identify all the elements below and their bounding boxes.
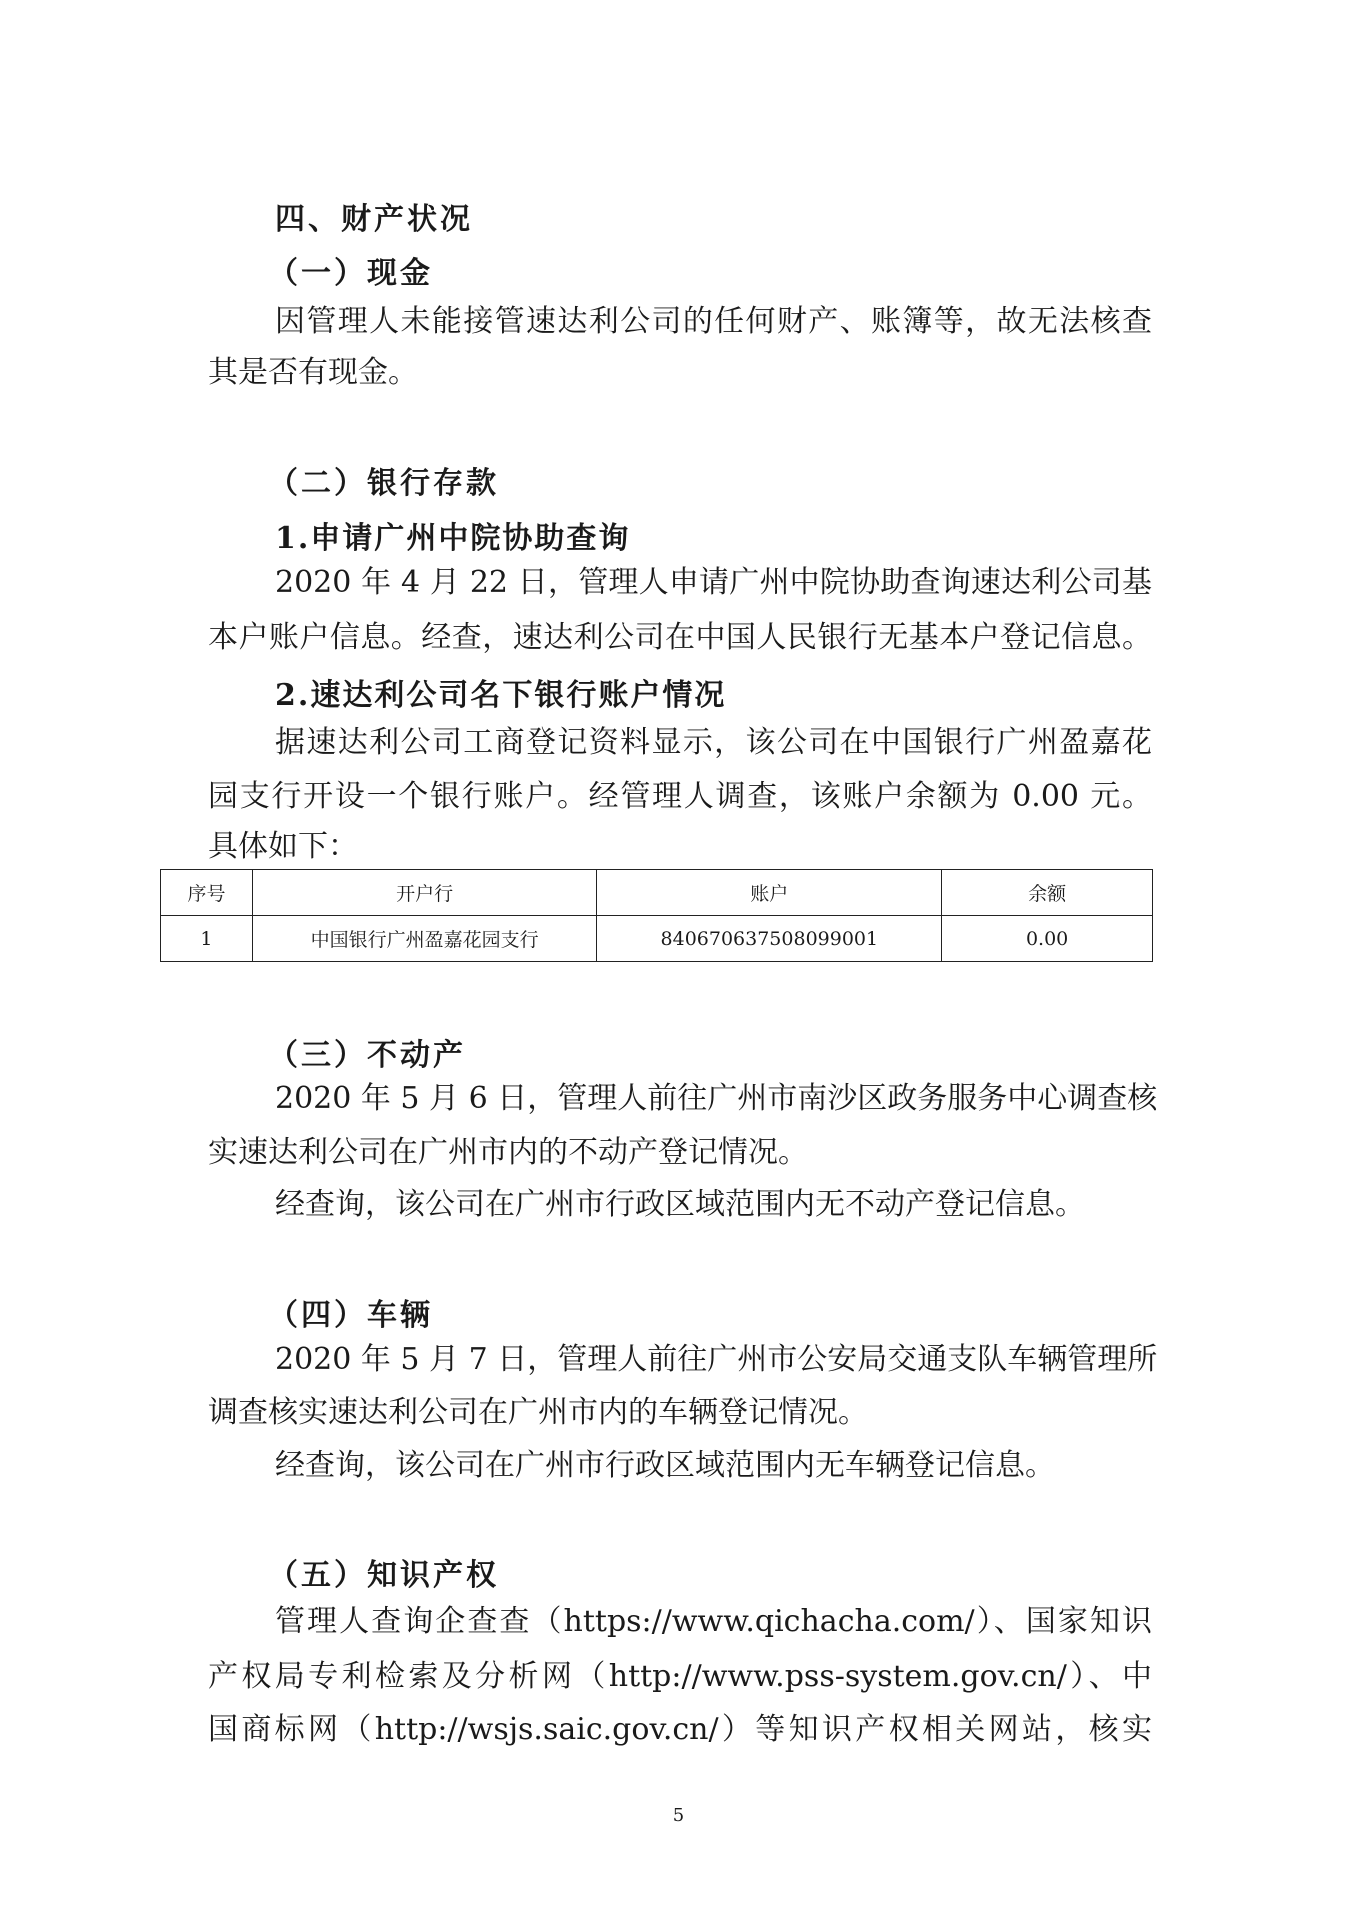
- table-header-cell: 余额: [942, 870, 1153, 916]
- table-header-cell: 开户行: [252, 870, 597, 916]
- page-number: 5: [672, 1805, 685, 1826]
- real-estate-paragraph-line: 2020 年 5 月 6 日，管理人前往广州市南沙区政务服务中心调查核: [275, 1081, 1158, 1116]
- ip-paragraph-line: 国商标网（http://wsjs.saic.gov.cn/）等知识产权相关网站，核实: [208, 1712, 1152, 1747]
- table-cell: 1: [161, 916, 253, 962]
- vehicles-heading: （四）车辆: [268, 1298, 433, 1333]
- bank-paragraph-line: 本户账户信息。经查，速达利公司在中国人民银行无基本户登记信息。: [208, 620, 1152, 655]
- bank-paragraph-line: 据速达利公司工商登记资料显示，该公司在中国银行广州盈嘉花: [275, 725, 1152, 760]
- bank-paragraph-line: 具体如下：: [208, 829, 358, 864]
- cash-paragraph-line: 其是否有现金。: [208, 355, 418, 390]
- table-row: [161, 916, 1153, 962]
- real-estate-heading: （三）不动产: [268, 1038, 466, 1073]
- table-cell: 中国银行广州盈嘉花园支行: [252, 916, 597, 962]
- bank-paragraph-line: 园支行开设一个银行账户。经管理人调查，该账户余额为 0.00 元。: [208, 779, 1152, 814]
- table-header-cell: 序号: [161, 870, 253, 916]
- bank-subheading-2: 2.速达利公司名下银行账户情况: [275, 678, 727, 713]
- table-header-row: [161, 870, 1153, 916]
- real-estate-paragraph-line: 实速达利公司在广州市内的不动产登记情况。: [208, 1135, 808, 1170]
- vehicles-paragraph-line: 经查询，该公司在广州市行政区域范围内无车辆登记信息。: [275, 1448, 1055, 1483]
- table-header-cell: 账户: [597, 870, 942, 916]
- bank-account-table: [160, 869, 1153, 962]
- bank-heading: （二）银行存款: [268, 466, 499, 501]
- table-cell: 0.00: [942, 916, 1153, 962]
- ip-heading: （五）知识产权: [268, 1558, 499, 1593]
- section-title: 四、财产状况: [275, 202, 473, 237]
- cash-heading: （一）现金: [268, 256, 433, 291]
- vehicles-paragraph-line: 2020 年 5 月 7 日，管理人前往广州市公安局交通支队车辆管理所: [275, 1342, 1158, 1377]
- ip-paragraph-line: 管理人查询企查查（https://www.qichacha.com/）、国家知识: [275, 1604, 1152, 1639]
- bank-paragraph-line: 2020 年 4 月 22 日，管理人申请广州中院协助查询速达利公司基: [275, 565, 1152, 600]
- ip-paragraph-line: 产权局专利检索及分析网（http://www.pss-system.gov.cn/）、中: [208, 1659, 1152, 1694]
- table-cell: 840670637508099001: [597, 916, 942, 962]
- bank-subheading-1: 1.申请广州中院协助查询: [275, 521, 631, 556]
- vehicles-paragraph-line: 调查核实速达利公司在广州市内的车辆登记情况。: [208, 1395, 868, 1430]
- real-estate-paragraph-line: 经查询，该公司在广州市行政区域范围内无不动产登记信息。: [275, 1187, 1085, 1222]
- cash-paragraph-line: 因管理人未能接管速达利公司的任何财产、账簿等，故无法核查: [275, 304, 1152, 339]
